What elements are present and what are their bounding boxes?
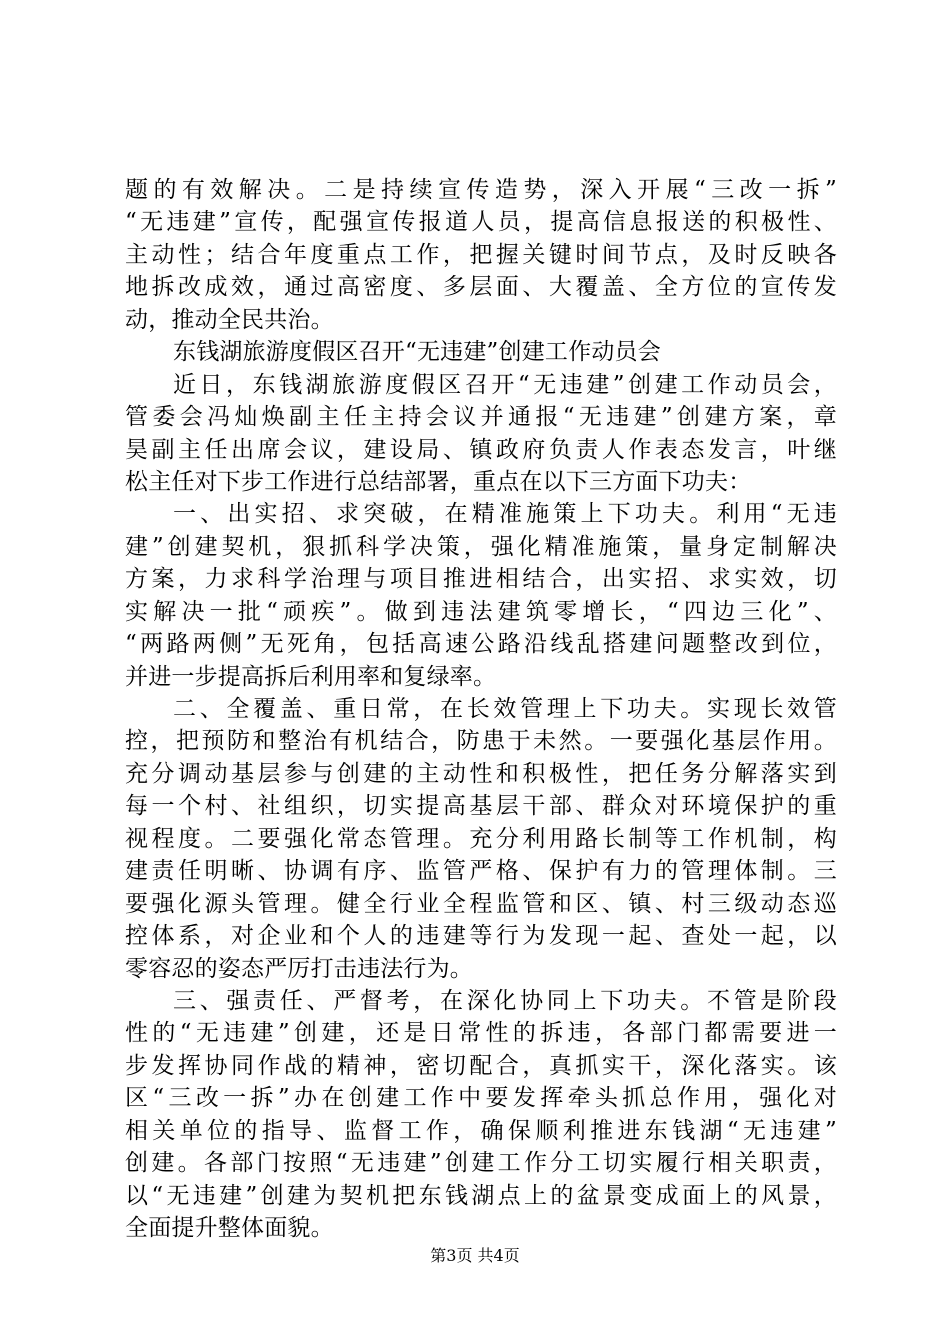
text-line: 建责任明晰、协调有序、监管严格、保护有力的管理体制。三: [125, 858, 837, 885]
text-line: 方案，力求科学治理与项目推进相结合，出实招、求实效，切: [125, 566, 837, 593]
text-line: 要强化源头管理。健全行业全程监管和区、镇、村三级动态巡: [125, 890, 837, 917]
text-line: 松主任对下步工作进行总结部署，重点在以下三方面下功夫：: [125, 468, 752, 495]
text-line: 主动性；结合年度重点工作，把握关键时间节点，及时反映各: [125, 241, 837, 268]
text-line: 二、全覆盖、重日常，在长效管理上下功夫。实现长效管: [173, 696, 837, 722]
text-line: 建”创建契机，狠抓科学决策，强化精准施策，量身定制解决: [125, 533, 837, 560]
text-line: 创建。各部门按照“无违建”创建工作分工切实履行相关职责，: [125, 1150, 837, 1177]
text-line: 区“三改一拆”办在创建工作中要发挥牵头抓总作用，强化对: [125, 1085, 837, 1112]
text-line: 性的“无违建”创建，还是日常性的拆违，各部门都需要进一: [125, 1020, 837, 1047]
text-line: 视程度。二要强化常态管理。充分利用路长制等工作机制，构: [125, 825, 837, 852]
text-line: 近日，东钱湖旅游度假区召开“无违建”创建工作动员会，: [173, 371, 837, 398]
text-line: 三、强责任、严督考，在深化协同上下功夫。不管是阶段: [173, 987, 837, 1014]
text-line: 动，推动全民共治。: [125, 306, 334, 333]
text-line: 东钱湖旅游度假区召开“无违建”创建工作动员会: [173, 339, 661, 366]
text-line: 控，把预防和整治有机结合，防患于未然。一要强化基层作用。: [125, 728, 837, 755]
text-line: 地拆改成效，通过高密度、多层面、大覆盖、全方位的宣传发: [125, 274, 837, 301]
text-line: “无违建”宣传，配强宣传报道人员，提高信息报送的积极性、: [125, 209, 837, 236]
text-line: 实解决一批“顽疾”。做到违法建筑零增长，“四边三化”、: [125, 598, 837, 625]
text-line: 昊副主任出席会议，建设局、镇政府负责人作表态发言，叶继: [125, 436, 837, 463]
text-line: 题的有效解决。二是持续宣传造势，深入开展“三改一拆”: [125, 177, 837, 203]
text-line: 管委会冯灿焕副主任主持会议并通报“无违建”创建方案，章: [125, 404, 837, 431]
text-line: 充分调动基层参与创建的主动性和积极性，把任务分解落实到: [125, 760, 837, 787]
text-line: 控体系，对企业和个人的违建等行为发现一起、查处一起，以: [125, 923, 837, 950]
text-line: 相关单位的指导、监督工作，确保顺利推进东钱湖“无违建”: [125, 1117, 837, 1144]
text-line: 全面提升整体面貌。: [125, 1215, 334, 1241]
text-line: 一、出实招、求突破，在精准施策上下功夫。利用“无违: [173, 501, 837, 528]
text-line: 零容忍的姿态严厉打击违法行为。: [125, 955, 473, 982]
document-body: [125, 174, 837, 1244]
page-footer: 第3页 共4页: [430, 1246, 520, 1265]
text-line: 以“无违建”创建为契机把东钱湖点上的盆景变成面上的风景，: [125, 1182, 837, 1209]
text-line: 步发挥协同作战的精神，密切配合，真抓实干，深化落实。该: [125, 1052, 837, 1079]
text-line: 每一个村、社组织，切实提高基层干部、群众对环境保护的重: [125, 793, 837, 820]
text-line: “两路两侧”无死角，包括高速公路沿线乱搭建问题整改到位，: [125, 631, 837, 658]
text-line: 并进一步提高拆后利用率和复绿率。: [125, 663, 497, 690]
